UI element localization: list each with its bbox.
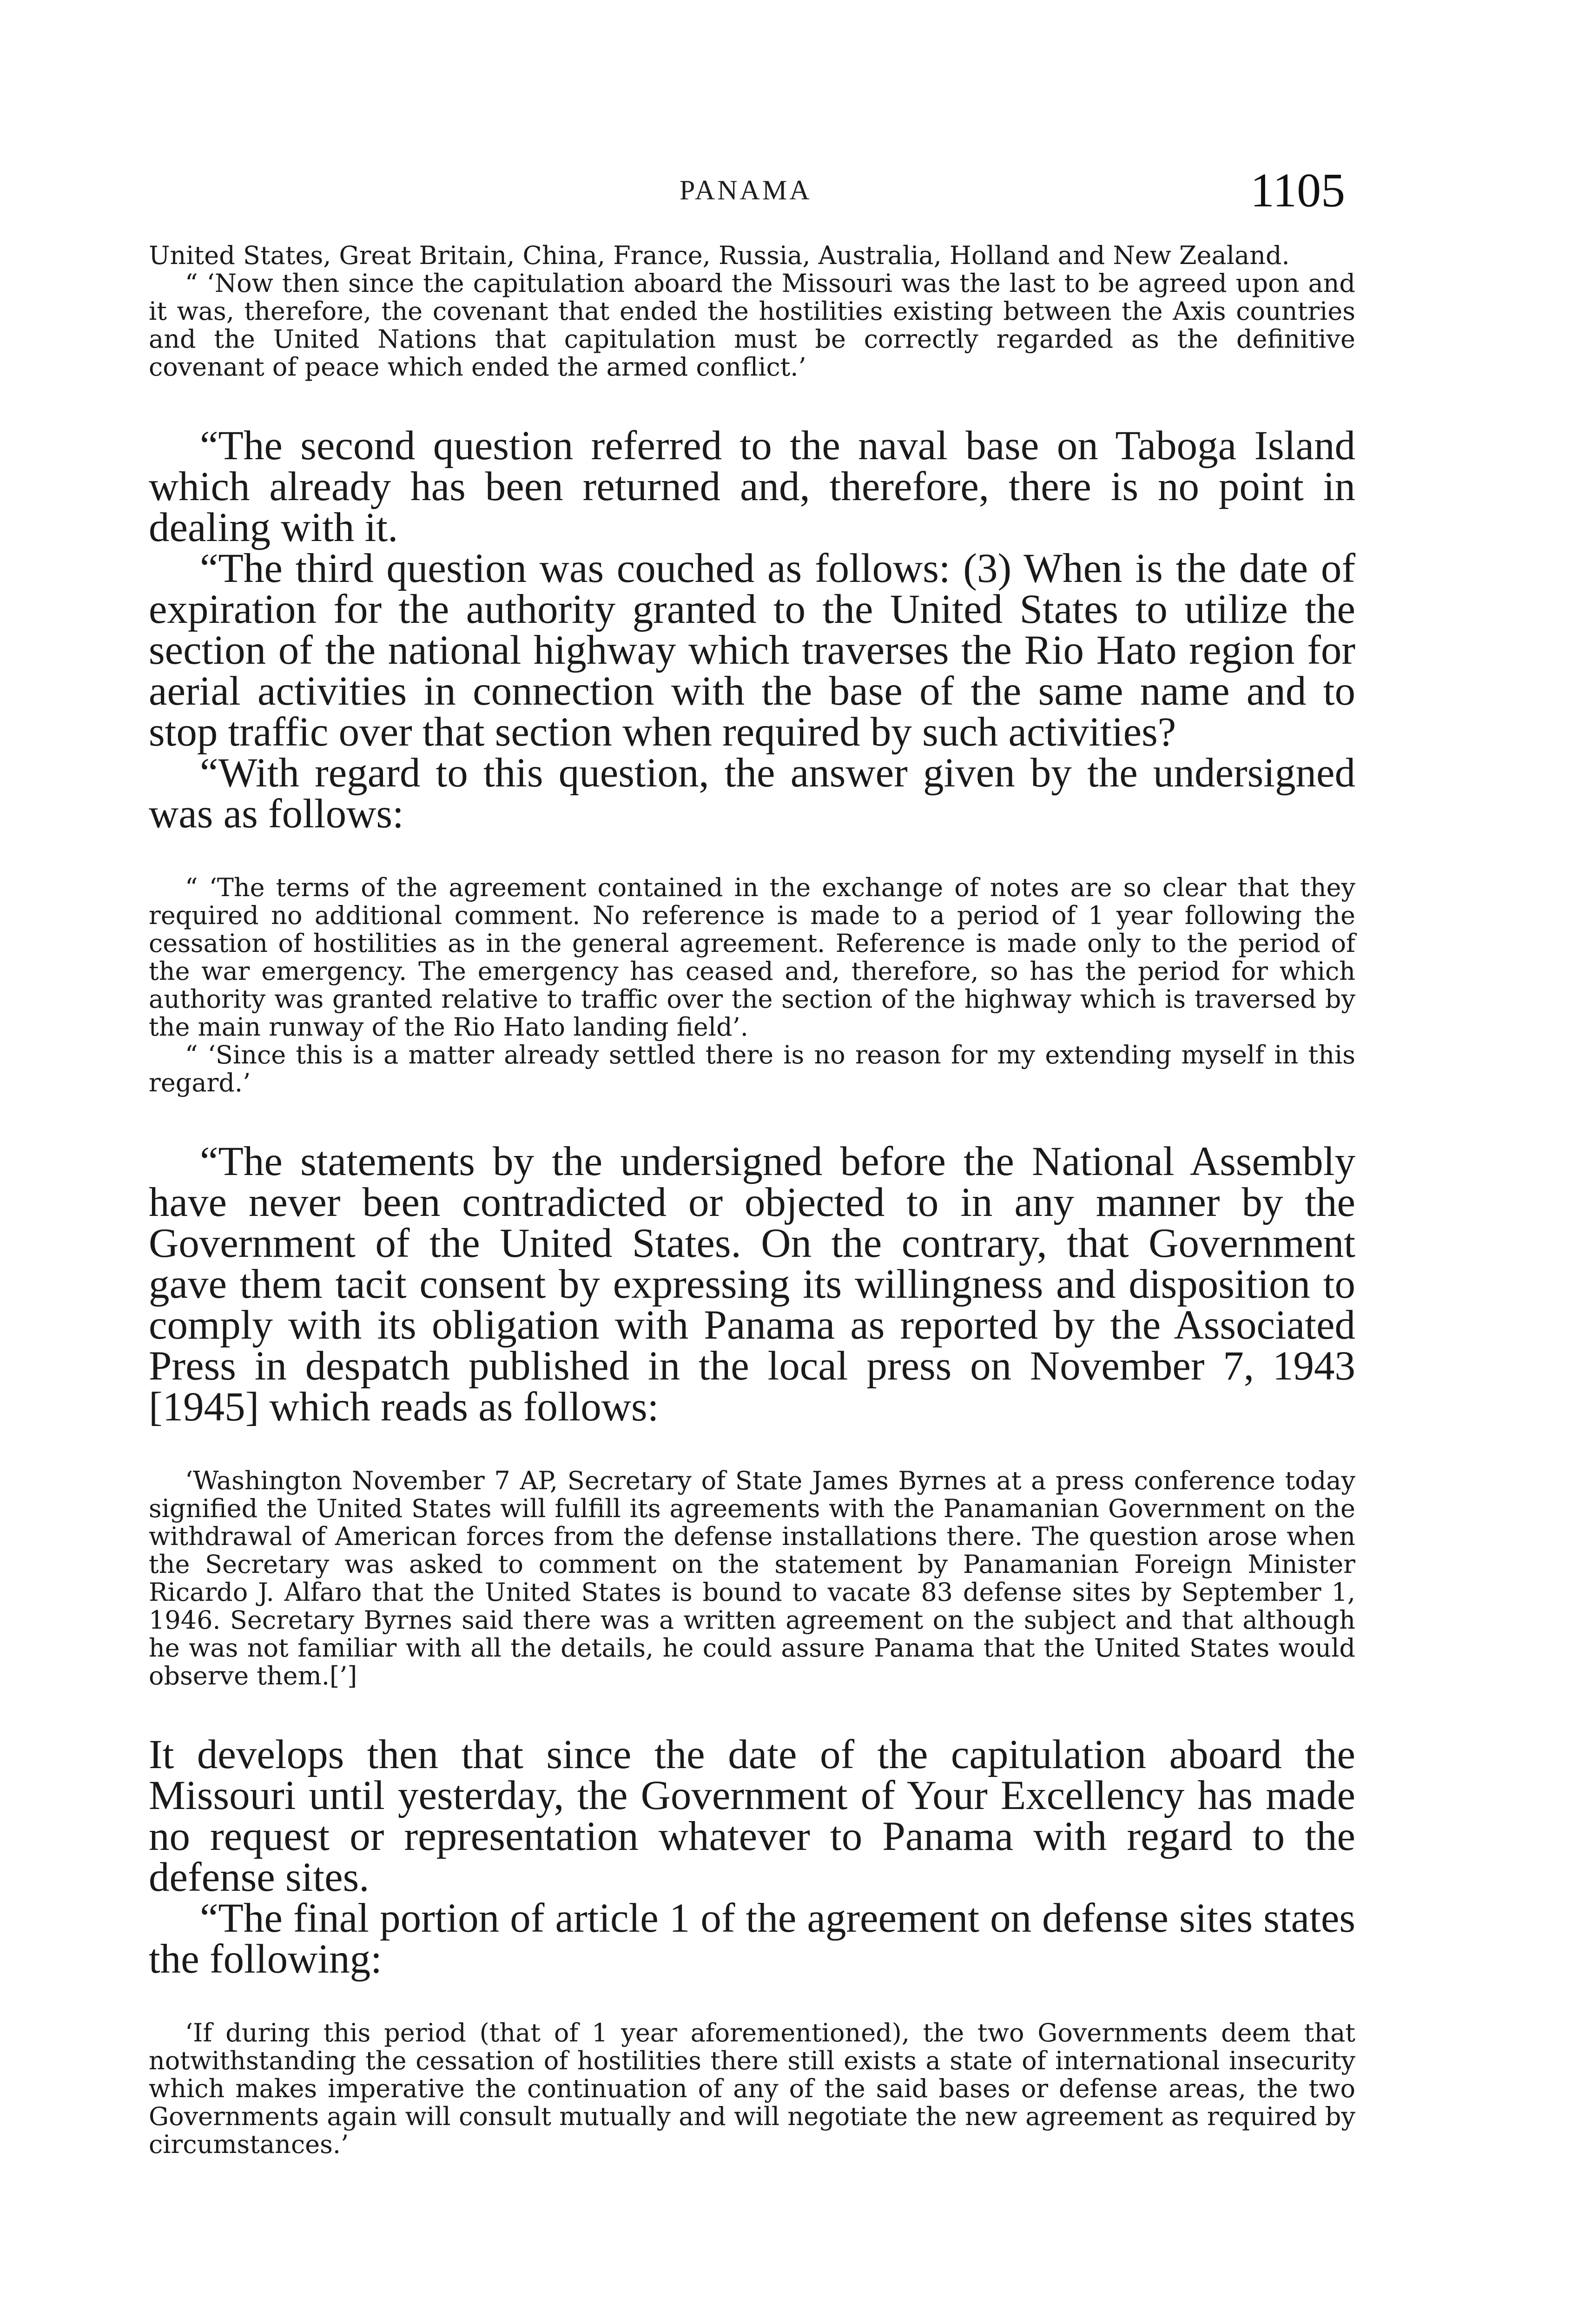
text-column: [149, 242, 1355, 2159]
quoted-paragraph: “ ‘The terms of the agreement contained in the exchange of notes are so clear that they required no additional comment. No reference is made to a period of 1 year following the cessation of hostilities as in the general agreement. Reference is made only to the period of the war emergency. The emergency has ceased and, therefore, so has the period for which authority was granted relative to traffic over the section of the highway which is traversed by the main runway of the Rio Hato landing field’.: [149, 873, 1355, 1042]
running-head: [0, 0, 1591, 217]
body-paragraph: “With regard to this question, the answer given by the undersigned was as follows:: [149, 750, 1355, 837]
body-paragraph: It develops then that since the date of the capitulation aboard the Missouri until yesterday, the Government of Your Excellency has made no request or representation whatever to Panama with regard to the defense sites.: [149, 1732, 1355, 1900]
body-paragraph: “The statements by the undersigned before the National Assembly have never been contradicted or objected to in any manner by the Government of the United States. On the contrary, that Government gave them tacit consent by expressing its willingness and disposition to comply with its obligation with Panama as reported by the Associated Press in despatch published in the local press on November 7, 1943 [1945] which reads as follows:: [149, 1139, 1355, 1430]
running-title: PANAMA: [680, 175, 812, 205]
body-paragraph: “The final portion of article 1 of the agreement on defense sites states the following:: [149, 1895, 1355, 1982]
block-quote: ‘Washington November 7 AP, Secretary of State James Byrnes at a press conference today signified the United States will fulfill its agreements with the Panamanian Government on the withdrawal of American forces from the defense installations there. The question arose when the Secretary was asked to comment on the statement by Panamanian Foreign Minister Ricardo J. Alfaro that the United States is bound to vacate 83 defense sites by September 1, 1946. Secretary Byrnes said there was a written agreement on the subject and that although he was not familiar with all the details, he could assure Panama that the United States would observe them.[’]: [149, 1466, 1355, 1690]
block-quote: ‘If during this period (that of 1 year aforementioned), the two Governments deem that notwithstanding the cessation of hostilities there still exists a state of international insecurity which makes imperative the continuation of any of the said bases or defense areas, the two Governments again will consult mutually and will negotiate the new agreement as required by circumstances.’: [149, 2018, 1355, 2159]
body-paragraph: “The second question referred to the naval base on Taboga Island which already has been returned and, therefore, there is no point in dealing with it.: [149, 423, 1355, 550]
quoted-paragraph: “ ‘Since this is a matter already settled there is no reason for my extending myself in this regard.’: [149, 1040, 1355, 1097]
body-paragraph: “The third question was couched as follows: (3) When is the date of expiration for the authority granted to the United States to utilize the section of the national highway which traverses the Rio Hato region for aerial activities in connection with the base of the same name and to stop traffic over that section when required by such activities?: [149, 546, 1355, 755]
quoted-paragraph-continuation: United States, Great Britain, China, France, Russia, Australia, Holland and New Zealand.: [149, 241, 1290, 270]
quoted-paragraph: “ ‘Now then since the capitulation aboard the Missouri was the last to be agreed upon and it was, therefore, the covenant that ended the hostilities existing between the Axis countries and the United Nations that capitulation must be correctly regarded as the definitive covenant of peace which ended the armed conflict.’: [149, 269, 1355, 382]
page-number: 1105: [1250, 164, 1346, 217]
